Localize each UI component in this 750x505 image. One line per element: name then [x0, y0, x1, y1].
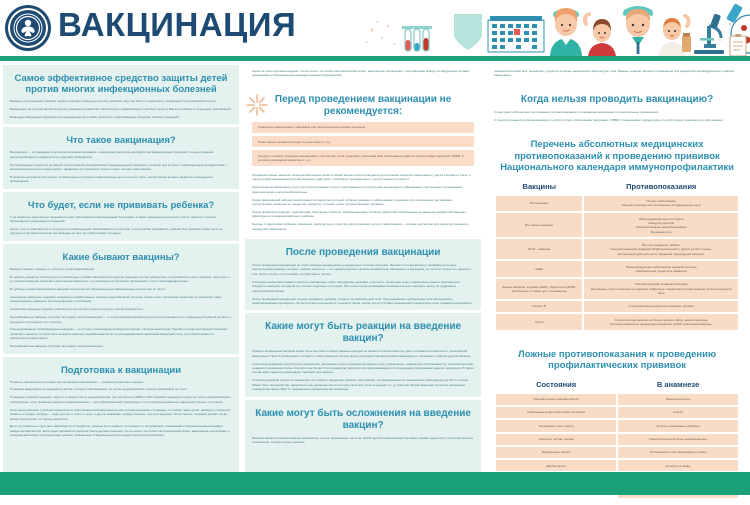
column-header-contraindications: Противопоказания	[584, 180, 738, 194]
section-heading: Какие могут быть реакции на введение вакцин?	[265, 321, 462, 345]
section-heading: Перед проведением вакцинации не рекомендуется:	[274, 93, 452, 117]
cell-contraindication: Вес при рождении «2000»г Генерализованная инфекция БЦЖ выявленная у других детей в семье. Келлоидный рубец на месте введения предыдущей вакцины.	[584, 239, 738, 259]
table-row	[496, 279, 738, 299]
section-heading: Какие бывают вакцины?	[62, 251, 180, 263]
paragraph: В «убитых» (инактивированных) вакцинах используются обезвреженные инфекционные агенты или их части.	[10, 287, 166, 291]
cell-condition: Дисбактериоз	[496, 460, 616, 471]
test-tube-icon	[402, 26, 432, 51]
cell-history: Болезнь гиалиновых мембран	[618, 420, 738, 431]
microscope-icon	[694, 13, 724, 54]
table-row	[496, 261, 738, 277]
paragraph: В качестве антигенов используют ослабленные или убитые инфекционные агенты или их части, неспособные вызвать развитие полноценного заболевания.	[10, 174, 214, 184]
table-title: Ложные противопоказания к проведению профилактических прививок	[518, 348, 717, 372]
paragraph: Плановые прививки проводят через 2–4 недели после выздоровления; при нетяжелых ОРВИ и ОКИ прививки проводятся сразу же после «нормализации» температуры, если прививка нужна по эпидпоказаниям — при субфебрильной температуре и отсутствии выраженного нарушения общего состояния.	[10, 395, 231, 404]
cell-history: Гемолитическая болезнь новорожденных	[618, 434, 738, 445]
column-header-conditions: Состояния	[496, 378, 616, 392]
male-doctor-figure	[620, 6, 656, 56]
paragraph: Дети, не привитые в срок (вне зависимости от возраста), должны быть привиты по схемам и с интервалами, указанными в Национальном календаре иммунопрофилактики. Если одна прививка из серии не была сделана вовремя, это не влечет за собой повторения всей серии, вакцинацию продолжают с интервалами между последующими дозами, указанными в Национальном календаре иммунопрофилактики.	[10, 424, 230, 438]
paragraph: После проведения вакцинации не стоит покидать медицинское учреждение в течение получаса. Именно в это время могут развиваться острые аллергические реакции, которые требуют контроля — это время родители должны внимательно наблюдать за малышом, но не стоит пугать его раньше о том, плохо ли ему, есть ли какие-то симптомы и прочее.	[252, 263, 472, 276]
paragraph: К общим реакциям относится изменение состояния и поведения ребенка, как правило, сопровождающееся повышением температуры до 38 °C и выше. Может быть беспокойство, нарушение сна, снижение или отсутствие аппетита, боль в мышцах и т. д. Сильной общей реакцией считается повышение температуры выше 38,6 °C, выраженные проявления интоксикации.	[252, 378, 469, 392]
section-heading: Что такое вакцинация?	[66, 135, 176, 147]
header-illustration	[358, 0, 750, 56]
child-girl-figure	[585, 14, 616, 56]
shield-icon	[454, 14, 482, 50]
table-row	[496, 301, 738, 312]
poster-header	[0, 0, 750, 56]
paragraph: Вакцинация на сегодня является научно доказанным наиболее безопасным и эффективным способом защиты Вашего ребёнка от серьезных заболеваний.	[10, 106, 232, 111]
table-row	[496, 239, 738, 259]
page-title: ВАКЦИНАЦИЯ	[58, 6, 297, 43]
cell-contraindication: Прогрессирующие заболевания нервной системы Афебрильные судороги в анамнезе	[584, 261, 738, 277]
cell-vaccine: Все вакцины	[496, 196, 582, 212]
paragraph: Анатоксины (вакцины) содержат специально обработанные токсины (яды) бактерий, которые теряют свои токсические свойства, но сохраняют свою иммуногенность (вакцины против дифтерии и столбняка).	[10, 294, 222, 304]
cell-history: Осложнения после вакцинации в семье	[618, 447, 738, 458]
cell-contraindication: Тяжелая реакция на аминогликозиды Для вакцин, приготовленных на куриных эмбрионах: анафилактическая реакция на белок куриного яйца	[584, 279, 738, 299]
paragraph: Перед вакцинацией ребенок осматривается педиатром, который собирает анамнез о заболеваниях, реакциях или осложнениях на прививки, аллергических реакциях на лекарства, продукты, уточняет сроки предшествующих прививок.	[252, 197, 453, 207]
cell-condition: Стабильные неврологические состояния	[496, 407, 616, 418]
section-most-effective	[3, 65, 239, 124]
cell-contraindication: Острое заболевание Сильная реакция или осложнение на предыдущую дозу	[584, 196, 738, 212]
table-row	[496, 407, 738, 418]
cell-condition: Перинатальная энцефалопатия	[496, 394, 616, 405]
paragraph: К местным реакциям относятся все проявления, возникшие в месте ведения препарата (отек, покраснение, инфильтрат, болезненность). Сильная местная реакция (покраснение более 8 см или отек более 5 см в диаметре) является противопоказанием к последующему применению данного препарата. В таком случае врач-педиатр рекомендуют препарат для замены.	[252, 361, 474, 375]
section-reactions	[245, 313, 481, 396]
paragraph: При вакцинации создается активный искусственный специфический индивидуальный иммунитет, который при встрече с инфекционным возбудителем с высокой вероятностью предотвратит заражение или обеспечит более легкое течение заболевания.	[10, 162, 227, 171]
cell-condition: Аллергия, астма, экзема	[496, 434, 616, 445]
cell-history: Аллергия в семье	[618, 460, 738, 471]
section-heading: Что будет, если не прививать ребенка?	[27, 199, 215, 211]
paragraph: К аллергическим симптомам относятся: крапивница, отёки, затруднение дыхания, осиплость, появление сыпи, покраснение кожных покровов или бледность малыша, холодный пот, и иные подобные состояния. При этом случае необходимо незамедлительно сообщить врачу об ухудшении самочувствия ребенка.	[252, 279, 460, 293]
child-logo	[8, 8, 48, 48]
table-row	[496, 434, 738, 445]
cell-contraindication: Аллергическая реакция на белок куриного яйца, аминогликозиды Сильная реакция на предыдущее введение любой гриппозной вакцины.	[584, 314, 738, 330]
paragraph: К относительным противопоказаниям относятся острое заболевание (например, ОРВИ) с повышением температуры или обострение хронического заболевания.	[494, 117, 724, 122]
table-row	[496, 447, 738, 458]
cell-condition: Врожденные пороки	[496, 447, 616, 458]
paragraph: Предварительные анализы (клинический анализ крови и общий анализ мочи) проводятся для решения вопроса о вакцинации у детей в возрасте 3 мес. и перед первой вакцинацией против коклюша, дифтерии, столбняка и полиомиелита у детей старшего возраста.	[252, 173, 471, 182]
paragraph: Вакцины естественным образом заранее обучают иммунную систему ребёнка тому, как быстро справиться с инфекцией при возможной встрече.	[10, 99, 217, 103]
middle-column	[245, 65, 481, 495]
list-item: Резко менять климат (поездки, путешествия и т. д.)	[252, 136, 474, 147]
table-row	[496, 314, 738, 330]
paragraph: анафилактический шок, энцефалит, судороги на фоне нормальной температуры тела. Данные реакции являются показанием для разработки индивидуального графика вакцинации.	[494, 69, 734, 78]
cell-history: Сепсис	[618, 407, 738, 418]
section-what-if-not-vaccinated	[3, 192, 239, 241]
section-heading: После проведения вакцинации	[285, 247, 441, 259]
paragraph: При повторной вакцинации, при отсутствии признаков острого заболевания или обострения хронического заболевания, контрольные исследования анализов крови и мочи необязательны.	[252, 185, 463, 194]
paragraph: Кроме того, в зависимости от ситуации по инфекционной заболеваемости в регионе, в котором Вы проживаете, ребенок без прививок может быть не допущен в детский коллектив или выведен из него до стабилизации ситуации.	[10, 226, 223, 236]
cell-vaccine: Живые вакцины: коревая (ЖКВ), паротитная (ЖПВ), краснушная, а также дм- и тривакцины	[496, 279, 582, 299]
middle-continuation	[245, 65, 481, 83]
column-header-history: В анамнезе	[618, 378, 738, 392]
vaccine-vial-icon	[682, 33, 691, 52]
cell-vaccine: АКДС	[496, 261, 582, 277]
paragraph: У не привитых значительно повышается риск заболевания инфекционными болезнями, а также повышена вероятность более тяжелого течения заболевания с развитием осложнений.	[10, 214, 216, 224]
paragraph: Реакция на введение вакцины может быть местной и общей. Данные реакции не являются патологией и не дают основания отказаться от дальнейшей вакцинации. Просто необходимо сообщить о таких реакциях своему врачу для корректировки графика вакцинации и, возможно, подбора другой вакцины.	[252, 349, 472, 358]
paragraph: серии не была сделана вовремя, это не влечет за собой повторения всей серии, вакцинацию продолжают с интервалами между последующими дозами, указанными в Национальном календаре иммунопрофилактики.	[252, 69, 470, 78]
section-heading: Какие могут быть осложнения на введение вакцин?	[255, 407, 471, 431]
cell-contraindication: Иммунодефицитные состояния Иммуносупрессия Злокачественные новообразования Беременность	[584, 213, 738, 237]
paragraph: Если ранее наличие у ребенка хронического заболевания рассматривалось как противопоказание к прививке, то сейчас таких детей, наоборот, стараются привить в первую очередь — ведь для них и грипп, и корь, и другие инфекции гораздо опаснее, чем для здоровых. Естественно, прививки делают им во время обострения, а в период ремиссии.	[10, 407, 231, 421]
paragraph: Рекомбинантные вакцины получают методами генной инженерии.	[10, 344, 104, 349]
clipboard-icon	[730, 34, 746, 56]
paragraph: Беседы с родителями ребенка, измерение температуры и осмотра для исключения острого заболевания — вполне достаточно для принятия решения о проведении вакцинации.	[252, 222, 470, 231]
list-item: Следует отложить плановую вакцинацию в том случае, если существует реальный риск заболевания (один из членов семьи переносит ОРВИ, в детском учреждении карантин и т. д.)	[252, 150, 474, 166]
table-row	[496, 420, 738, 431]
right-column	[487, 65, 747, 495]
paragraph: В «живых» вакцинах используются ослабленные штаммы бактерий или вирусов (вакцины против туберкулеза, полиомиелита, кори, краснухи, паротита и т. д.) обеспечивающие прочный и длительный иммунитет, но требующие осторожного применения у лиц с иммунодефицитами.	[10, 274, 232, 284]
paragraph: Вакцины бывают «живые» и «убитые» (инактивированные).	[10, 266, 96, 271]
cell-vaccine: Гепатит В	[496, 301, 582, 312]
section-heading: Когда нельзя проводить вакцинацию?	[520, 93, 714, 105]
cell-vaccine: Грипп	[496, 314, 582, 330]
right-continuation	[487, 65, 747, 83]
section-heading: Самое эффективное средство защиты детей против многих инфекционных болезней	[14, 73, 228, 95]
table-row	[496, 213, 738, 237]
footer-bar	[0, 472, 750, 495]
cell-vaccine: Все живые вакцины	[496, 213, 582, 237]
hospital-building-icon	[488, 16, 544, 52]
section-contraindications	[487, 86, 747, 127]
section-heading: Подготовка к вакцинации	[60, 364, 182, 376]
paragraph: Перед прививкой проводят термометрию. Результаты осмотра, информационное согласие родителей и разрешение на введение конкретной вакцины фиксируются в медицинской карте ребенка.	[252, 209, 466, 219]
left-column	[3, 65, 239, 495]
paragraph: После проведения вакцинации следует докормить ребенка, следить за температурой тела. При повышении температуры тела использовать жаропонижающие препараты. Не мочить место инъекции в течение 6 часов, затем, при отсутствии повышенной температуры тела, купания разрешаются.	[252, 296, 473, 305]
absolute-contraindications-table	[494, 178, 740, 332]
female-doctor-figure	[550, 8, 582, 56]
paragraph: Химические вакцины содержат компоненты клеточной стенки или других частей возбудителя.	[10, 307, 144, 312]
cell-condition: Увеличение тона тимуса	[496, 420, 616, 431]
list-item: Совмещать вакцинацию с массажем или физиотерапевтическим лечением	[252, 122, 474, 133]
paragraph: Вакцина является лекарственным препаратом, и на ее применение, как и на любой другой лекарственный препарат, крайне редко могут регистрироваться осложнения: аллергические реакции,	[252, 435, 473, 444]
absolute-contraindications-table-block	[487, 130, 747, 337]
paragraph: Благодаря вакцинации формируется защищенная прослойка населения, сдерживающая эпидемии опасных инфекций.	[10, 114, 180, 119]
column-header-vaccines: Вакцины	[496, 180, 582, 194]
table-title: Перечень абсолютных медицинских противопоказаний к проведению прививок Национального календаря иммунопрофилактики	[500, 139, 734, 174]
table-row	[496, 394, 738, 405]
section-what-is-vaccination	[3, 127, 239, 188]
section-before-vaccination	[245, 86, 481, 236]
section-vaccine-types	[3, 244, 239, 354]
paragraph: Плановая вакцинация не проводится детям с острым заболеванием, но после выздоровления течение прививками не стоит.	[10, 387, 188, 392]
paragraph: Рекомбинантные вакцины получают методами генной инженерии — в геном микроорганизма-продуцента встраивается ген, кодирующий нужный антиген, и продуцент синтезирует этот антиген.	[10, 315, 232, 324]
cell-history: Недоношенность	[618, 394, 738, 405]
cell-vaccine: БЦЖ – вакцина	[496, 239, 582, 259]
paragraph: Существуют абсолютные (постоянные) противопоказания к проведению вакцинации и относительные (временные).	[494, 109, 659, 114]
paragraph: Конъюгированные полисахаридные вакцины — в которых полисахарид возбудителя связан с белком-носителем. Подобного рода конструкция позволяет применять вакцину с 2-месячного возраста ребёнка, вырабатывается не только выраженный первичный иммунный ответ, но и обеспечивается иммунологическая память.	[10, 327, 228, 341]
paragraph: Первое и обязательное условие для проведения вакцинации — ребенок должен быть здоров.	[10, 379, 144, 384]
table-row	[496, 196, 738, 212]
section-after-vaccination	[245, 239, 481, 310]
paragraph: Вакцинация — это введение в организм человека препарата, содержащего антигены возбудителей инфекционных болезней с целью создания невосприимчивости (иммунитета) к данному возбудителю.	[10, 150, 214, 159]
content-columns	[0, 61, 750, 495]
cell-contraindication: Аллергическая реакция на пекарские дрожжи	[584, 301, 738, 312]
table-row	[496, 460, 738, 471]
